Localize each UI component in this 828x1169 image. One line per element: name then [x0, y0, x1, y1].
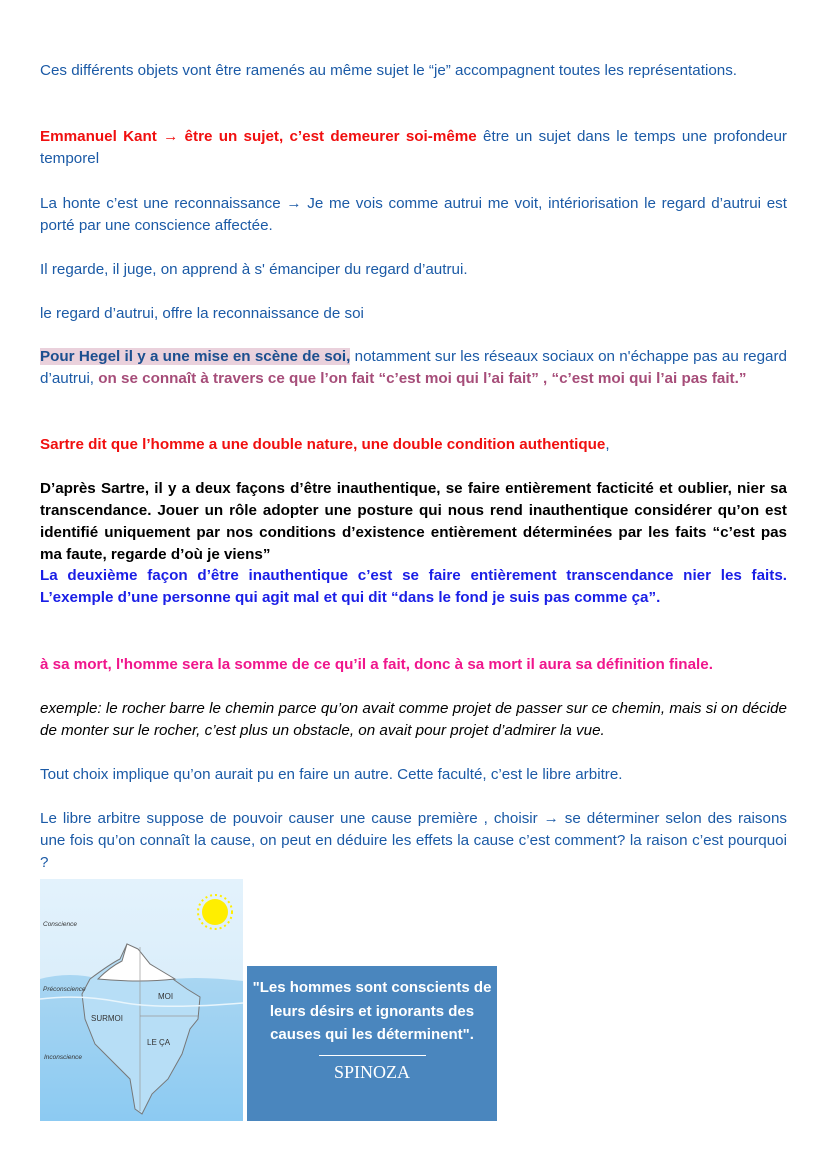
- label-conscience: Conscience: [43, 921, 77, 928]
- paragraph: [40, 126, 787, 170]
- paragraph: Le libre arbitre suppose de pouvoir causer une cause première , choisir → se déterminer selon des raisons une fois qu’on connaît la cause, on peut en déduire les effets la cause c’est comment? la raison c’est pourquoi ?: [40, 810, 787, 871]
- spinoza-quote-card: [247, 966, 497, 1121]
- kant-heading: Emmanuel Kant → être un sujet, c’est demeurer soi-même: [40, 128, 477, 145]
- paragraph: La deuxième façon d’être inauthentique c’est se faire entièrement transcendance nier les faits. L’exemple d’une personne qui agit mal et qui dit “dans le fond je suis pas comme ça”.: [40, 567, 787, 606]
- quote-text: "Les hommes sont conscients de leurs désirs et ignorants des causes qui les déterminent".: [252, 979, 492, 1043]
- iceberg-diagram: [40, 879, 243, 1121]
- divider: [319, 1055, 426, 1056]
- paragraph: à sa mort, l'homme sera la somme de ce qu’il a fait, donc à sa mort il aura sa définition finale.: [40, 656, 713, 673]
- text: être un sujet dans le temps une profondeur temporel: [40, 128, 787, 167]
- paragraph: [40, 434, 787, 456]
- label-le-ca: LE ÇA: [147, 1038, 171, 1047]
- paragraph: Il regarde, il juge, on apprend à s' émanciper du regard d’autrui.: [40, 261, 468, 278]
- paragraph: D’après Sartre, il y a deux façons d’être inauthentique, se faire entièrement facticité et oublier, nier sa transcendance. Jouer un rôle adopter une posture qui nous rend inauthentique considérer qu’on est identifié uniquement par nos conditions d’existence entièrement déterminées par les faits “c’est pas ma faute, regarde d’où je viens”: [40, 480, 787, 563]
- label-moi: MOI: [158, 992, 174, 1001]
- bold-text: on se connaît à travers ce que l’on fait “c’est moi qui l’ai fait” , “c’est moi qui l’ai pas fait.”: [94, 370, 747, 387]
- label-inconscience: Inconscience: [44, 1054, 82, 1061]
- paragraph: Ces différents objets vont être ramenés au même sujet le “je” accompagnent toutes les représentations.: [40, 62, 738, 79]
- label-preconscience: Préconscience: [43, 986, 86, 993]
- paragraph: le regard d’autrui, offre la reconnaissance de soi: [40, 305, 364, 322]
- paragraph: [40, 346, 787, 390]
- paragraph: Tout choix implique qu’on aurait pu en faire un autre. Cette faculté, c’est le libre arbitre.: [40, 766, 623, 783]
- label-surmoi: SURMOI: [91, 1014, 123, 1023]
- sartre-heading: Sartre dit que l’homme a une double nature, une double condition authentique: [40, 436, 606, 453]
- quote-author: SPINOZA: [333, 1061, 410, 1082]
- paragraph: La honte c’est une reconnaissance → Je me vois comme autrui me voit, intériorisation le regard d’autrui est porté par une conscience affectée.: [40, 195, 787, 234]
- text: ,: [605, 436, 610, 453]
- text: notamment sur les réseaux sociaux on n'échappe pas au regard d’autrui,: [40, 348, 787, 387]
- paragraph: exemple: le rocher barre le chemin parce qu’on avait comme projet de passer sur ce chemin, mais si on décide de monter sur le rocher, c’est plus un obstacle, on avait pour projet d’admirer la vue.: [40, 700, 787, 739]
- highlighted-text: Pour Hegel il y a une mise en scène de soi,: [40, 348, 351, 365]
